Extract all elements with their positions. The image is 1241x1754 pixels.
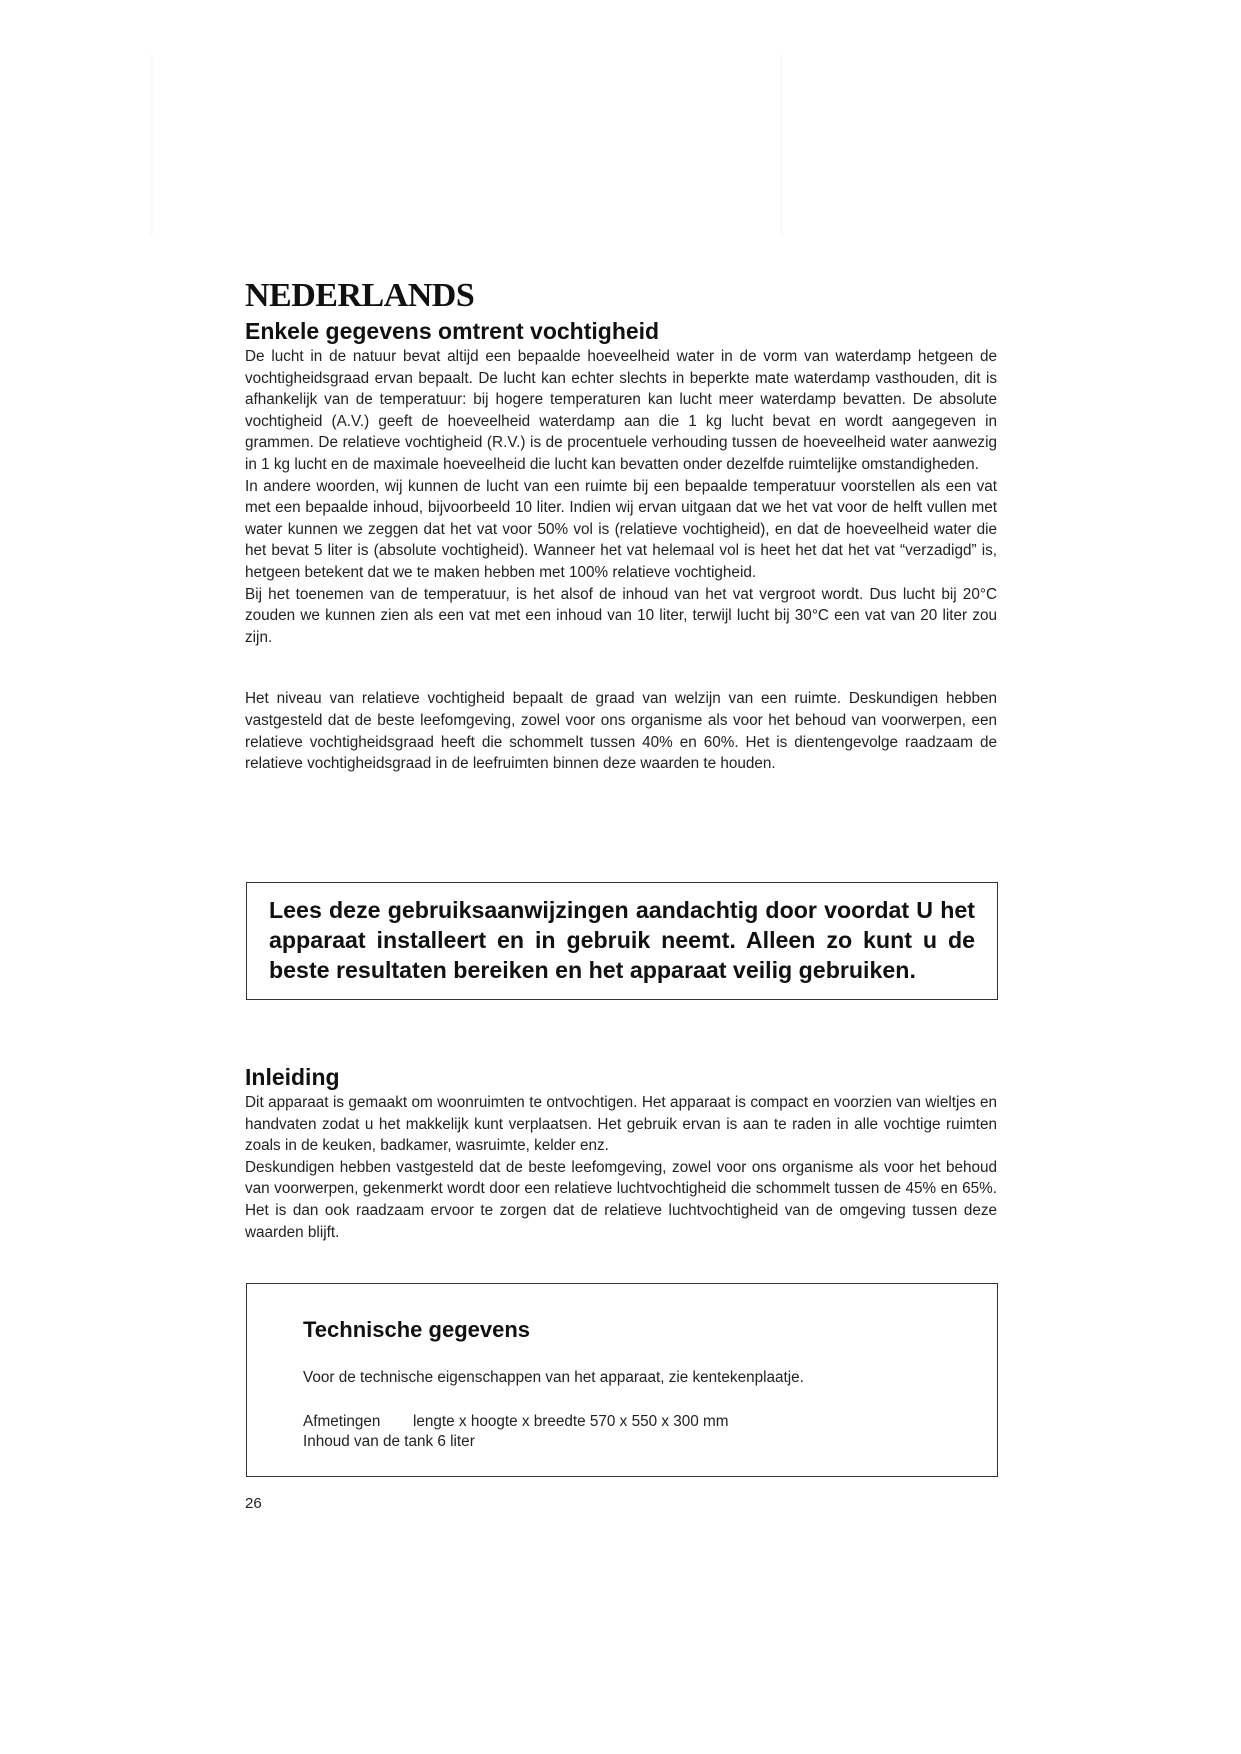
page-number: 26 — [245, 1495, 262, 1512]
technical-spacer — [303, 1388, 941, 1412]
technical-reference-note: Voor de technische eigenschappen van het apparaat, zie kentekenplaatje. — [303, 1369, 804, 1386]
intro-paragraph-1: Dit apparaat is gemaakt om woonruimten te ontvochtigen. Het apparaat is compact en voorzien van wieltjes en handvaten zodat u het makkelijk kunt verplaatsen. Het gebruik ervan is aan te raden in alle vochtige ruimten zoals in de keuken, badkamer, wasruimte, kelder enz. — [245, 1094, 997, 1155]
dimensions-line — [303, 1412, 941, 1432]
humidity-paragraph-1: De lucht in de natuur bevat altijd een bepaalde hoeveelheid water in de vorm van waterdamp hetgeen de vochtigheidsgraad ervan bepaalt. De lucht kan echter slechts in beperkte mate waterdamp vasthouden, dit is afhankelijk van de temperatuur: bij hogere temperaturen kan lucht meer waterdamp bevatten. De absolute vochtigheid (A.V.) geeft de hoeveelheid waterdamp aan die 1 kg lucht bevat en wordt aangegeven in grammen. De relatieve vochtigheid (R.V.) is de procentuele verhouding tussen de hoeveelheid water aanwezig in 1 kg lucht en de maximale hoeveelheid die lucht kan bevatten onder dezelfde ruimtelijke omstandigheden. — [245, 348, 997, 473]
intro-section — [245, 1062, 997, 1243]
language-title: NEDERLANDS — [245, 277, 475, 314]
humidity-paragraph-3: Bij het toenemen van de temperatuur, is het alsof de inhoud van het vat vergroot wordt. Dus lucht bij 20°C zouden we kunnen zien als een vat met een inhoud van 10 liter, terwijl lucht bij 30°C een vat van 20 liter zou zijn. — [245, 585, 997, 646]
scan-edge-right — [780, 55, 784, 235]
dimensions-value: lengte x hoogte x breedte 570 x 550 x 300 mm — [413, 1413, 729, 1430]
dimensions-label: Afmetingen — [303, 1413, 381, 1430]
tank-capacity: Inhoud van de tank 6 liter — [303, 1433, 475, 1450]
paragraph-spacer — [245, 648, 997, 688]
humidity-paragraph-4: Het niveau van relatieve vochtigheid bepaalt de graad van welzijn van een ruimte. Deskundigen hebben vastgesteld dat de beste leefomgeving, zowel voor ons organisme als voor het behoud van voorwerpen, een relatieve vochtigheidsgraad heeft die schommelt tussen 40% en 60%. Het is dientengevolge raadzaam de relatieve vochtigheidsgraad in de leefruimten binnen deze waarden te houden. — [245, 690, 997, 773]
scan-edge-left — [150, 55, 154, 235]
technical-heading: Technische gegevens — [303, 1317, 531, 1342]
intro-paragraph-2: Deskundigen hebben vastgesteld dat de beste leefomgeving, zowel voor ons organisme als voor het behoud van voorwerpen, gekenmerkt wordt door een relatieve luchtvochtigheid die schommelt tussen de 45% en 65%. Het is dan ook raadzaam ervoor te zorgen dat de relatieve luchtvochtigheid van de omgeving tussen deze waarden blijft. — [245, 1158, 997, 1241]
humidity-section — [245, 276, 997, 775]
intro-heading: Inleiding — [245, 1064, 340, 1090]
safety-notice-box — [246, 882, 998, 1000]
humidity-paragraph-2: In andere woorden, wij kunnen de lucht van een ruimte bij een bepaalde temperatuur voorstellen als een vat met een bepaalde inhoud, bijvoorbeeld 10 liter. Indien wij ervan uitgaan dat we het vat voor de helft vullen met water kunnen we zeggen dat het vat voor 50% vol is (relatieve vochtigheid), en dat de hoeveelheid water die het bevat 5 liter is (absolute vochtigheid). Wanneer het vat helemaal vol is heet het dat het vat “verzadigd” is, hetgeen betekent dat we te maken hebben met 100% relatieve vochtigheid. — [245, 477, 997, 581]
humidity-heading: Enkele gegevens omtrent vochtigheid — [245, 318, 660, 344]
safety-notice-text: Lees deze gebruiksaanwijzingen aandachtig door voordat U het apparaat installeert en in gebruik neemt. Alleen zo kunt u de beste resultaten bereiken en het apparaat veilig gebruiken. — [269, 897, 975, 983]
technical-data-box — [246, 1283, 998, 1477]
